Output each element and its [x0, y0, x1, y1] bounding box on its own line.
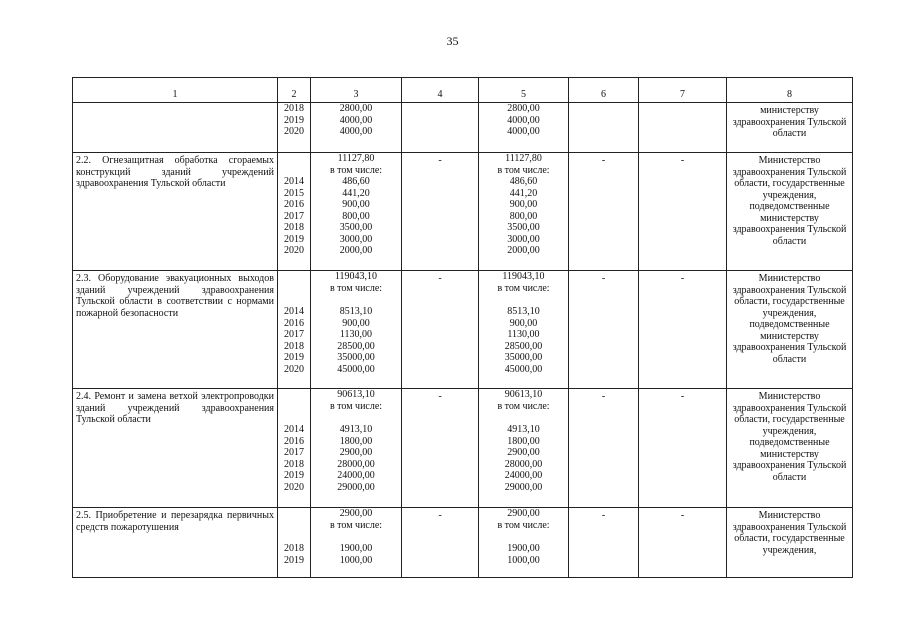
- year: 2017: [284, 210, 304, 222]
- amount: 24000,00: [504, 470, 543, 481]
- years-cell: [278, 508, 311, 578]
- amount: 3000,00: [507, 233, 540, 245]
- year: 2015: [284, 187, 304, 199]
- amount: 441,20: [509, 187, 538, 199]
- amount-cell: [479, 271, 569, 389]
- year: 2014: [284, 176, 304, 187]
- year: 2016: [284, 199, 304, 210]
- total: 2900,00: [507, 508, 540, 519]
- including-label: в том числе:: [497, 164, 550, 176]
- amount: 486,60: [342, 176, 370, 187]
- year: 2018: [284, 340, 304, 352]
- amount: 4000,00: [339, 126, 373, 137]
- col-header-8: 8: [727, 78, 853, 103]
- amount: 4913,10: [339, 424, 373, 435]
- spacer: [278, 153, 310, 176]
- amount-cell: [479, 153, 569, 271]
- amount: 1000,00: [507, 554, 540, 566]
- amount: 29000,00: [504, 481, 543, 493]
- spacer: [278, 271, 310, 306]
- including-label: в том числе:: [497, 400, 550, 412]
- amount-cell: [311, 103, 402, 153]
- including-label: в том числе:: [497, 282, 550, 294]
- amount-cell: [479, 103, 569, 153]
- table-row: [73, 508, 853, 578]
- amount: 800,00: [509, 210, 538, 222]
- amount: 900,00: [342, 317, 370, 329]
- header-row: [73, 78, 853, 103]
- amount: 24000,00: [337, 470, 375, 481]
- year: 2019: [284, 233, 304, 245]
- amount: 1900,00: [507, 543, 540, 554]
- amount: 45000,00: [504, 363, 543, 375]
- amount: 29000,00: [337, 481, 375, 493]
- year: 2018: [284, 222, 304, 233]
- year: 2018: [284, 458, 304, 470]
- col6-cell: -: [569, 389, 639, 508]
- amount: 2800,00: [507, 103, 540, 114]
- org-cell: Министерство здравоохранения Тульской области, государственные учреждения, подведомственные министерству здравоохранения Тульской области: [727, 271, 853, 389]
- amount-cell: [479, 508, 569, 578]
- table-row: [73, 103, 853, 153]
- amount: 1000,00: [339, 554, 373, 566]
- amount: 8513,10: [339, 306, 373, 317]
- amount: 800,00: [342, 210, 370, 222]
- total: 90613,10: [504, 389, 543, 400]
- amount: 486,60: [509, 176, 538, 187]
- spacer: [311, 412, 401, 424]
- col-header-4: 4: [402, 78, 479, 103]
- amount: 900,00: [342, 199, 370, 210]
- task-cell: 2.3. Оборудование эвакуационных выходов зданий учреждений здравоохранения Тульской области в соответствии с нормами пожарной безопасности: [73, 271, 278, 389]
- year: 2016: [284, 435, 304, 447]
- program-table: [72, 77, 853, 578]
- year: 2020: [284, 245, 304, 256]
- year: 2019: [284, 554, 304, 566]
- total: 11127,80: [337, 153, 375, 164]
- task-cell: 2.2. Огнезащитная обработка сгораемых конструкций зданий учреждений здравоохранения Тульской области: [73, 153, 278, 271]
- years-cell: [278, 153, 311, 271]
- years-cell: [278, 389, 311, 508]
- col6-cell: -: [569, 271, 639, 389]
- col-header-7: 7: [639, 78, 727, 103]
- col4-cell: -: [402, 271, 479, 389]
- amount: 900,00: [509, 317, 538, 329]
- year: 2014: [284, 306, 304, 317]
- col7-cell: -: [639, 271, 727, 389]
- amount: 3500,00: [507, 222, 540, 233]
- page-number: 35: [446, 34, 459, 48]
- including-label: в том числе:: [329, 400, 383, 412]
- amount: 45000,00: [337, 363, 375, 375]
- amount-cell: [479, 389, 569, 508]
- col-header-1: 1: [73, 78, 278, 103]
- col4-cell: -: [402, 508, 479, 578]
- amount-cell: [311, 508, 402, 578]
- amount: 4000,00: [507, 126, 540, 137]
- col7-cell: -: [639, 508, 727, 578]
- year: 2020: [284, 363, 304, 375]
- year: 2019: [284, 114, 304, 126]
- col7-cell: -: [639, 153, 727, 271]
- year: 2017: [284, 447, 304, 458]
- years-cell: [278, 271, 311, 389]
- col-header-2: 2: [278, 78, 311, 103]
- including-label: в том числе:: [329, 519, 383, 531]
- total: 119043,10: [502, 271, 545, 282]
- amount-cell: [311, 389, 402, 508]
- col-header-3: 3: [311, 78, 402, 103]
- total: 2900,00: [339, 508, 373, 519]
- task-cell: 2.4. Ремонт и замена ветхой электропроводки зданий учреждений здравоохранения Тульской области: [73, 389, 278, 508]
- amount: 900,00: [509, 199, 538, 210]
- amount: 2000,00: [339, 245, 373, 256]
- amount: 1800,00: [507, 435, 540, 447]
- amount: 4913,10: [507, 424, 540, 435]
- col7-cell: -: [639, 389, 727, 508]
- year: 2019: [284, 352, 304, 363]
- total: 119043,10: [334, 271, 378, 282]
- spacer: [479, 294, 568, 306]
- total: 11127,80: [505, 153, 542, 164]
- col6-cell: -: [569, 153, 639, 271]
- org-cell: Министерство здравоохранения Тульской области, государственные учреждения, подведомственные министерству здравоохранения Тульской области: [727, 389, 853, 508]
- year: 2019: [284, 470, 304, 481]
- year: 2016: [284, 317, 304, 329]
- spacer: [479, 531, 568, 543]
- col4-cell: -: [402, 153, 479, 271]
- years-cell: [278, 103, 311, 153]
- amount: 1900,00: [339, 543, 373, 554]
- amount: 28000,00: [337, 458, 375, 470]
- amount: 8513,10: [507, 306, 540, 317]
- spacer: [479, 412, 568, 424]
- amount: 3500,00: [339, 222, 373, 233]
- table-row: [73, 271, 853, 389]
- total: 90613,10: [337, 389, 375, 400]
- task-cell: [73, 103, 278, 153]
- amount: 35000,00: [504, 352, 543, 363]
- amount: 441,20: [342, 187, 370, 199]
- spacer: [278, 389, 310, 424]
- including-label: в том числе:: [329, 164, 383, 176]
- table-row: [73, 389, 853, 508]
- org-cell: Министерство здравоохранения Тульской области, государственные учреждения,: [727, 508, 853, 578]
- amount: 2900,00: [507, 447, 540, 458]
- spacer: [311, 531, 401, 543]
- amount: 1130,00: [507, 329, 540, 340]
- col-header-6: 6: [569, 78, 639, 103]
- col4-cell: -: [402, 389, 479, 508]
- col6-cell: [569, 103, 639, 153]
- year: 2017: [284, 329, 304, 340]
- amount: 2800,00: [339, 103, 373, 114]
- amount: 35000,00: [337, 352, 375, 363]
- year: 2018: [284, 543, 304, 554]
- amount: 4000,00: [339, 114, 373, 126]
- amount: 28000,00: [504, 458, 543, 470]
- col-header-5: 5: [479, 78, 569, 103]
- amount: 2000,00: [507, 245, 540, 256]
- spacer: [278, 508, 310, 543]
- amount: 4000,00: [507, 114, 540, 126]
- col7-cell: [639, 103, 727, 153]
- table-row: [73, 153, 853, 271]
- amount: 1800,00: [339, 435, 373, 447]
- org-cell: министерству здравоохранения Тульской области: [727, 103, 853, 153]
- year: 2020: [284, 126, 304, 137]
- amount: 1130,00: [339, 329, 373, 340]
- amount-cell: [311, 153, 402, 271]
- col4-cell: [402, 103, 479, 153]
- amount: 28500,00: [337, 340, 375, 352]
- amount-cell: [311, 271, 402, 389]
- year: 2018: [284, 103, 304, 114]
- amount: 28500,00: [504, 340, 543, 352]
- org-cell: Министерство здравоохранения Тульской области, государственные учреждения, подведомственные министерству здравоохранения Тульской области: [727, 153, 853, 271]
- task-cell: 2.5. Приобретение и перезарядка первичных средств пожаротушения: [73, 508, 278, 578]
- amount: 3000,00: [339, 233, 373, 245]
- including-label: в том числе:: [497, 519, 550, 531]
- amount: 2900,00: [339, 447, 373, 458]
- col6-cell: -: [569, 508, 639, 578]
- spacer: [311, 294, 401, 306]
- year: 2020: [284, 481, 304, 493]
- year: 2014: [284, 424, 304, 435]
- including-label: в том числе:: [329, 282, 383, 294]
